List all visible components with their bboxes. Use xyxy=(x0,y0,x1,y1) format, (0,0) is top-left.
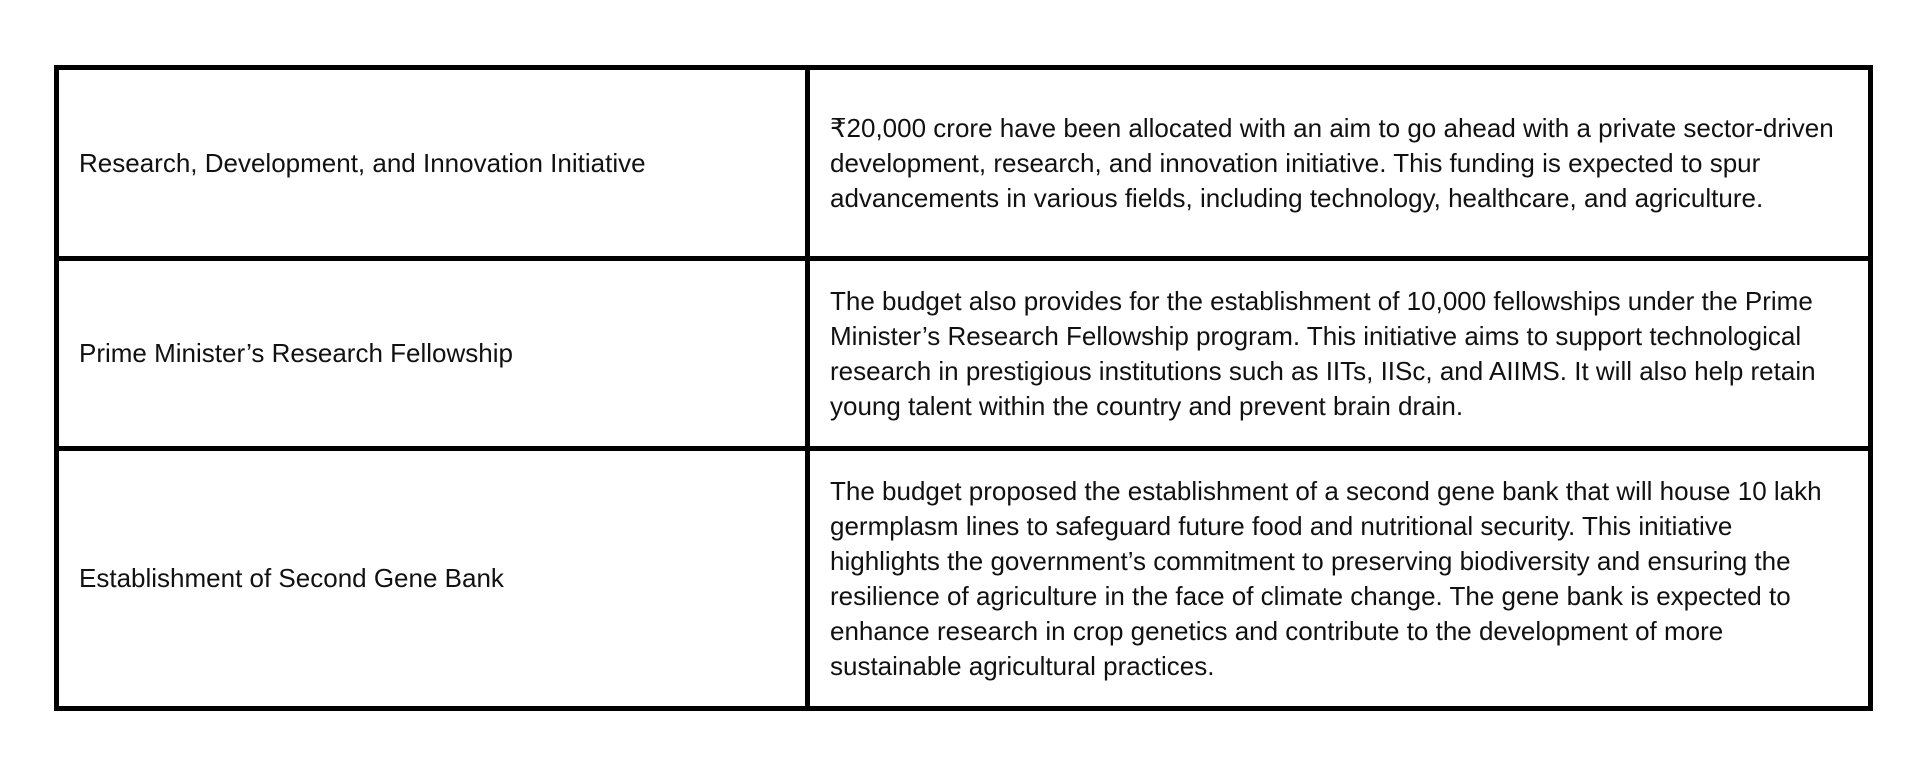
row-title: Establishment of Second Gene Bank xyxy=(57,449,808,709)
row-description: The budget proposed the establishment of a second gene bank that will house 10 lakh germplasm lines to safeguard future food and nutritional security. This initiative highlights the government’s commitment to preserving biodiversity and ensuring the resilience of agriculture in the face of climate change. The gene bank is expected to enhance research in crop genetics and contribute to the development of more sustainable agricultural practices. xyxy=(808,449,1871,709)
row-title: Research, Development, and Innovation Initiative xyxy=(57,68,808,259)
row-description: The budget also provides for the establishment of 10,000 fellowships under the Prime Minister’s Research Fellowship program. This initiative aims to support technological research in prestigious institutions such as IITs, IISc, and AIIMS. It will also help retain young talent within the country and prevent brain drain. xyxy=(808,259,1871,449)
row-description: ₹20,000 crore have been allocated with an aim to go ahead with a private sector-driven development, research, and innovation initiative. This funding is expected to spur advancements in various fields, including technology, healthcare, and agriculture. xyxy=(808,68,1871,259)
row-title: Prime Minister’s Research Fellowship xyxy=(57,259,808,449)
table-row xyxy=(57,68,1871,259)
initiatives-table xyxy=(54,65,1873,711)
table-row xyxy=(57,259,1871,449)
table-row xyxy=(57,449,1871,709)
table-body xyxy=(57,68,1871,709)
